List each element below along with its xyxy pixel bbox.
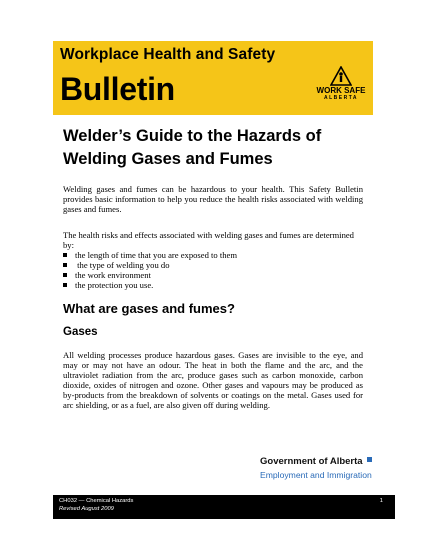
banner-title-bulletin: Bulletin <box>60 71 175 107</box>
work-safe-alberta-logo <box>313 66 369 110</box>
section-heading: What are gases and fumes? <box>63 301 235 316</box>
footer-doc-code: CH032 — Chemical Hazards <box>59 498 134 504</box>
list-item: the protection you use. <box>63 280 237 290</box>
list-item: the length of time that you are exposed to them <box>63 250 237 260</box>
title-line2: Welding Gases and Fumes <box>63 150 273 168</box>
alberta-square-icon <box>367 457 372 462</box>
intro-paragraph: Welding gases and fumes can be hazardous to your health. This Safety Bulletin provides basic information to help you reduce the health risks associated with welding gases and fumes. <box>63 184 363 214</box>
bullet-icon <box>63 283 67 287</box>
list-item: the type of welding you do <box>63 260 237 270</box>
title-line1: Welder’s Guide to the Hazards of <box>63 127 322 145</box>
risks-intro-paragraph: The health risks and effects associated with welding gases and fumes are determined by: <box>63 230 354 250</box>
government-of-alberta-logo <box>260 451 372 480</box>
risk-factors-list <box>63 250 237 290</box>
subsection-heading: Gases <box>63 326 98 338</box>
bullet-icon <box>63 263 67 267</box>
footer-revised-date: Revised August 2009 <box>59 506 114 512</box>
list-item: the work environment <box>63 270 237 280</box>
logo-text-work-safe: WORK SAFE <box>316 86 366 95</box>
page-footer <box>53 495 395 519</box>
banner-title-line1: Workplace Health and Safety <box>60 46 276 63</box>
bullet-icon <box>63 273 67 277</box>
bullet-icon <box>63 253 67 257</box>
warning-worker-icon <box>330 66 352 86</box>
page-number: 1 <box>379 498 383 504</box>
logo-text-alberta: ALBERTA <box>323 95 358 101</box>
government-name: Government of Alberta <box>260 456 363 467</box>
gases-paragraph: All welding processes produce hazardous gases. Gases are invisible to the eye, and may or may not have an odour. The heat in both the flame and the arc, and the ultraviolet radiation from the arc, produce gases such as carbon monoxide, carbon dioxide, oxides of nitrogen and ozone. Other gases and vapours may be produced as by-products from the breakdown of solvents or coatings on the metal. Gases used for arc shielding, or as a fuel, are also given off during welding. <box>63 350 363 410</box>
department-name: Employment and Immigration <box>260 470 372 480</box>
page-title <box>63 125 383 171</box>
